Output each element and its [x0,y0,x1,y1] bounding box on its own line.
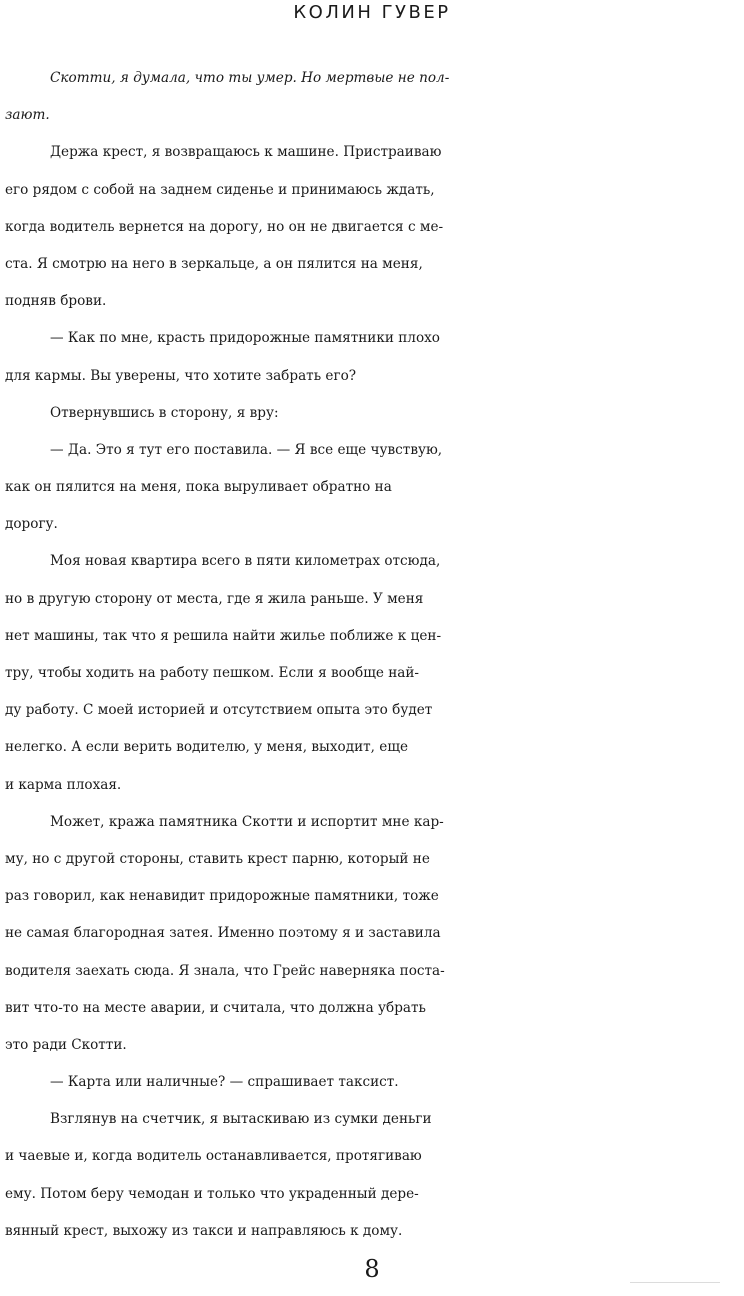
text-line: Скотти, я думала, что ты умер. Но мертвые не пол- [50,70,450,86]
text-line: тру, чтобы ходить на работу пешком. Если я вообще най- [5,665,420,681]
text-line: как он пялится на меня, пока выруливает обратно на [5,479,392,496]
text-line: ста. Я смотрю на него в зеркальце, а он пялится на меня, [5,255,423,272]
text-line: нет машины, так что я решила найти жилье поближе к цен- [5,627,442,644]
text-line: ду работу. С моей историей и отсутствием опыта это будет [5,702,433,719]
scan-edge-mark [630,1282,720,1283]
text-line: раз говорил, как ненавидит придорожные памятники, тоже [5,888,439,905]
text-line: когда водитель вернется на дорогу, но он не двигается с ме- [5,218,444,235]
text-line: это ради Скотти. [5,1036,127,1053]
text-line: вянный крест, выхожу из такси и направляюсь к дому. [5,1222,403,1239]
text-line: его рядом с собой на заднем сиденье и принимаюсь ждать, [5,181,435,198]
running-head-author: КОЛИН ГУВЕР [293,2,451,23]
text-line: — Да. Это я тут его поставила. — Я все еще чувствую, [50,441,443,458]
text-line: нелегко. А если верить водителю, у меня, выходит, еще [5,739,409,756]
text-line: Держа крест, я возвращаюсь к машине. Пристраиваю [50,144,442,161]
text-line: дорогу. [5,516,58,533]
text-line: — Карта или наличные? — спрашивает таксист. [50,1074,399,1091]
text-line: Моя новая квартира всего в пяти километрах отсюда, [50,553,441,570]
text-line: подняв брови. [5,293,107,310]
text-line: — Как по мне, красть придорожные памятники плохо [50,330,440,347]
text-line: водителя заехать сюда. Я знала, что Грейс наверняка поста- [5,962,445,979]
text-line: Может, кража памятника Скотти и испортит мне кар- [50,813,444,830]
text-line: ему. Потом беру чемодан и только что украденный дере- [5,1185,419,1202]
text-line: му, но с другой стороны, ставить крест парню, который не [5,850,430,867]
text-line: Взглянув на счетчик, я вытаскиваю из сумки деньги [50,1111,432,1128]
text-line: но в другую сторону от места, где я жила раньше. У меня [5,590,424,607]
body-text [5,60,743,1250]
page-number: 8 [364,1255,380,1283]
text-line: и чаевые и, когда водитель останавливается, протягиваю [5,1148,422,1165]
text-line: вит что-то на месте аварии, и считала, что должна убрать [5,999,426,1016]
text-line: зают. [5,107,50,124]
text-line: не самая благородная затея. Именно поэтому я и заставила [5,925,441,942]
text-line: и карма плохая. [5,776,122,793]
text-line: Отвернувшись в сторону, я вру: [50,404,279,421]
text-line: для кармы. Вы уверены, что хотите забрать его? [5,367,357,384]
